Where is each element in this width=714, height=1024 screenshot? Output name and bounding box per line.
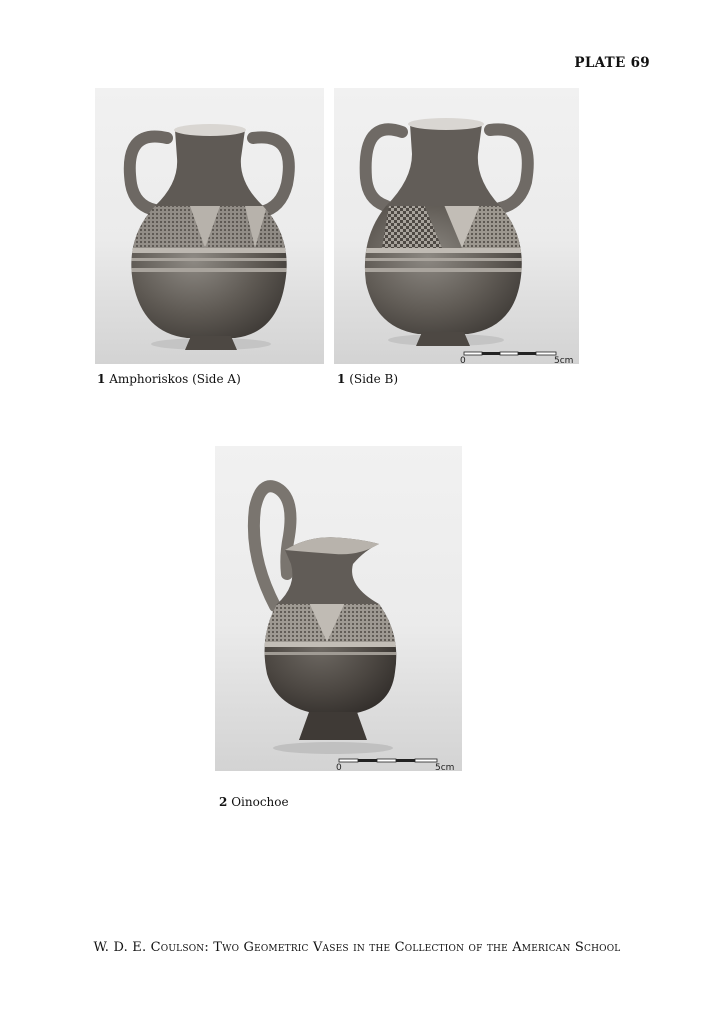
amphoriskos-side-b-photo: [334, 88, 579, 364]
scale-end-label: 5cm: [435, 763, 455, 771]
scale-start-label: 0: [336, 763, 342, 771]
figure-number: 1: [97, 372, 106, 386]
amphoriskos-side-b-illustration: [334, 88, 579, 364]
figure-caption-side-a: [97, 372, 241, 386]
amphoriskos-side-a-photo: [95, 88, 324, 364]
plate-number: PLATE 69: [574, 55, 650, 71]
figure-number: 1: [337, 372, 346, 386]
scale-bar: [339, 759, 437, 762]
figure-caption-oinochoe: [219, 795, 289, 809]
running-footer: W. D. E. Coulson: Two Geometric Vases in the Collection of the American School: [93, 940, 621, 955]
scale-start-label: 0: [460, 356, 466, 364]
figure-number: 2: [219, 795, 228, 809]
figure-caption-text: Amphoriskos (Side A): [109, 372, 241, 386]
scale-bar: [464, 352, 556, 355]
oinochoe-photo: [215, 446, 462, 771]
amphoriskos-side-a-illustration: [95, 88, 324, 364]
figure-caption-text: Oinochoe: [231, 795, 289, 809]
oinochoe-illustration: [215, 446, 462, 771]
figure-caption-text: (Side B): [349, 372, 399, 386]
scale-end-label: 5cm: [554, 356, 574, 364]
figure-caption-side-b: [337, 372, 398, 386]
